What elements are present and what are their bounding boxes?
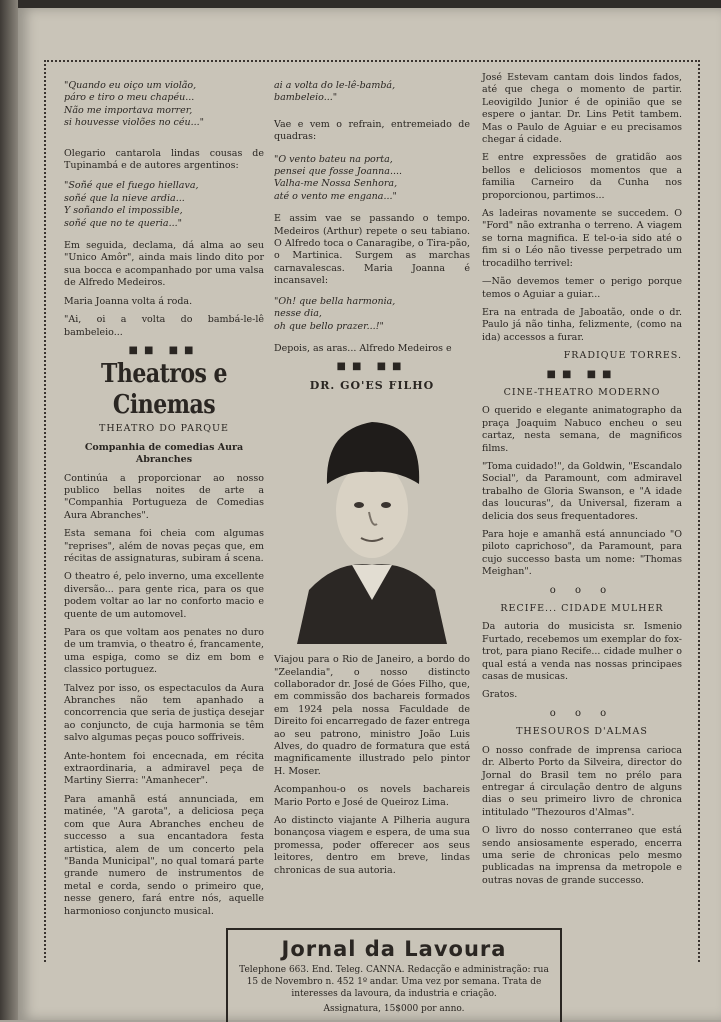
verse-vento	[274, 154, 470, 204]
verse-harmonia	[274, 296, 470, 333]
paragraph: Vae e vem o refrain, entremeiado de quadras:	[274, 118, 470, 143]
paragraph: Talvez por isso, os espectaculos da Aura Abranches não tem apanhado a concorrencia que seria de justiça desejar ao conjuncto, de cuja harmonia se têm salvo algumas peças pouco soffriveis.	[64, 682, 264, 744]
paragraph: Ante-hontem foi encecnada, em récita extraordinaria, a admiravel peça de Martiny Sierra: "Amanhecer".	[64, 750, 264, 787]
column-middle	[274, 80, 470, 883]
verse-line: "Soñé que el fuego hiellava,	[64, 180, 199, 192]
paragraph: O livro do nosso conterraneo que está sendo ansiosamente esperado, encerra uma serie de chronicas pelo mesmo publicadas na imprensa da metropole e outras novas de grande successo.	[482, 825, 682, 886]
verse-line: páro e tiro o meu chapéu...	[64, 92, 195, 104]
paragraph: E assim vae se passando o tempo. Medeiros (Arthur) repete o seu tabiano. O Alfredo toca o Canaragibe, o Tira-pão, o Martinica. Surgem as marchas carnavalescas. Maria Joanna é incansavel:	[274, 213, 470, 287]
paragraph: O theatro é, pelo inverno, uma excellente diversão... para gente rica, para os que podem voltar ao lar no conforto macio e quente de um automovel.	[64, 571, 264, 620]
verse-bambeleio	[274, 80, 470, 105]
ad-body: Telephone 663. End. Teleg. CANNA. Redacção e administração: rua 15 de Novembro n. 452 1º andar. Uma vez por semana. Trata de interesses da lavoura, da industria e criação.	[239, 965, 549, 999]
section-headline-theatros: Theatros e Cinemas	[100, 358, 228, 421]
ad-title: Jornal da Lavoura	[281, 937, 507, 961]
verse-line: Y soñando el impossible,	[64, 205, 183, 217]
verse-line: Não me importava morrer,	[64, 104, 193, 116]
paragraph: Continúa a proporcionar ao nosso publico bellas noites de arte a "Companhia Portugueza de Comedias Aura Abranches".	[64, 472, 264, 521]
paragraph: José Estevam cantam dois lindos fados, até que chega o momento de partir. Leovigildo Junior é de opinião que se espere o jantar. Dr. Lins Petit tambem. Mas o Paulo de Aguiar e eu precisamos chegar á cidade.	[482, 72, 682, 146]
verse-line: oh que bello prazer...!"	[274, 320, 384, 332]
paragraph: Para hoje e amanhã está annunciado "O piloto caprichoso", da Paramount, para cujo successo basta um nome: "Thomas Meighan".	[482, 529, 682, 578]
ornament-circles: o o o	[549, 707, 615, 719]
paragraph: "Toma cuidado!", da Goldwin, "Escandalo Social", da Paramount, com admiravel trabalho de Gloria Swanson, e "A idade das loucuras", da Universal, fizeram a delicia dos seus frequentadores.	[482, 460, 682, 522]
paragraph: E entre expressões de gratidão aos bellos e deliciosos momentos que a familia Carneiro da Cunha nos proporcionou, partimos...	[482, 152, 682, 201]
verse-line: "Oh! que bella harmonia,	[274, 295, 396, 307]
paragraph: "Ai, oi a volta do bambá-le-lê bambeleio...	[64, 314, 264, 338]
portrait-photo	[297, 400, 447, 644]
book-spine	[0, 0, 18, 1020]
subheading-recife: RECIFE... CIDADE MULHER	[500, 603, 664, 615]
signature: FRADIQUE TORRES.	[563, 350, 682, 362]
paragraph: Gratos.	[482, 689, 518, 701]
paragraph: Olegario cantarola lindas cousas de Tupinambá e de autores argentinos:	[64, 147, 264, 172]
verse-line: Valha-me Nossa Senhora,	[274, 178, 398, 190]
paragraph: Para os que voltam aos penates no duro de um tramvia, o theatro é, francamente, uma espiga, como se diz em bom e classico portuguez.	[64, 627, 264, 676]
ornament-circles: o o o	[549, 584, 615, 596]
paragraph: O nosso confrade de imprensa carioca dr. Alberto Porto da Silveira, director do Jornal do Brasil tem no prélo para entregar á circulação dentro de alguns dias o seu primeiro livro de chronica intitulado "Thezouros d'Almas".	[482, 744, 682, 818]
paragraph: Depois, as aras... Alfredo Medeiros e	[274, 342, 452, 354]
subheading-theatro-parque: THEATRO DO PARQUE	[99, 423, 229, 435]
paragraph: As ladeiras novamente se succedem. O "Ford" não extranha o terreno. A viagem se torna magnifica. E tel-o-ia sido até o fim si o Léo não tivesse perpetrado um trocadilho terrivel:	[482, 208, 682, 269]
verse-line: "O vento bateu na porta,	[274, 153, 393, 165]
verse-violao	[64, 80, 264, 130]
ornament-squares: ■■ ■■	[128, 344, 200, 356]
verse-line: soñé que la nieve ardia...	[64, 192, 185, 204]
verse-line: soñé que no te queria..."	[64, 217, 183, 229]
paragraph: Era na entrada de Jaboatão, onde o dr. Paulo já não tinha, felizmente, (como na ida) accessos a furar.	[482, 306, 682, 343]
verse-line: ai a volta do le-lê-bambá,	[274, 80, 396, 91]
subheading-cine-theatro: CINE-THEATRO MODERNO	[503, 386, 661, 398]
ornament-squares: ■■ ■■	[336, 361, 408, 373]
paragraph: O querido e elegante animatographo da praça Joaquim Nabuco encheu o seu cartaz, nesta semana, de magnificos films.	[482, 405, 682, 454]
column-right	[482, 72, 682, 893]
column-left	[64, 80, 264, 924]
paragraph: Em seguida, declama, dá alma ao seu "Unico Amôr", ainda mais lindo dito por sua bocca e acompanhado por uma valsa de Alfredo Medeiros.	[64, 240, 264, 289]
ad-footer: Assignatura, 15$000 por anno.	[323, 1004, 465, 1014]
subheading-thesouros: THESOUROS D'ALMAS	[516, 726, 648, 738]
verse-line: si houvesse violões no céu..."	[64, 117, 205, 129]
verse-line: bambeleio..."	[274, 92, 338, 104]
verse-spanish	[64, 180, 264, 230]
paragraph: Ao distincto viajante A Pilheria augura bonançosa viagem e espera, de uma sua promessa, poder offerecer aos seus leitores, dentro em breve, lindas chronicas de sua autoria.	[274, 815, 470, 876]
top-edge	[0, 0, 721, 8]
paragraph: Acompanhou-o os novels bachareis Mario Porto e José de Queiroz Lima.	[274, 784, 470, 808]
portrait-title: DR. GO'ES FILHO	[309, 378, 435, 392]
paragraph: Da autoria do musicista sr. Ismenio Furtado, recebemos um exemplar do fox-trot, para piano Recife... cidade mulher o qual está a venda nas nossas principaes casas de musicas.	[482, 621, 682, 683]
paragraph: —Não devemos temer o perigo porque temos o Aguiar a guiar...	[482, 276, 682, 300]
verse-line: "Quando eu oiço um violão,	[64, 80, 197, 91]
verse-line: pensei que fosse Joanna....	[274, 166, 403, 178]
subheading-company: Companhia de comedias Aura Abranches	[84, 441, 244, 466]
paragraph: Para amanhã está annunciada, em matinée, "A garota", a deliciosa peça com que Aura Abranches encheu de successo a sua encantadora festa artistica, alem de um concerto pela "Banda Municipal", no qual tomará parte grande numero de instrumentos de metal e corda, sendo o primeiro que, nesse genero, fará entre nós, aquelle harmonioso conjuncto musical.	[64, 793, 264, 917]
ornament-squares: ■■ ■■	[546, 368, 618, 380]
paragraph: Esta semana foi cheia com algumas "reprises", além de novas peças que, em récitas de assignaturas, subiram á scena.	[64, 528, 264, 564]
paragraph: Viajou para o Rio de Janeiro, a bordo do "Zeelandia", o nosso distincto collaborador dr. José de Góes Filho, que, em commissão dos bachareis formados em 1924 pela nossa Faculdade de Direito foi encarregado de fazer entrega ao seu patrono, ministro João Luis Alves, do quadro de formatura que está magnificamente illustrado pelo pintor H. Moser.	[274, 654, 470, 777]
advertisement-box	[226, 928, 562, 1022]
verse-line: até o vento me engana..."	[274, 190, 397, 202]
paragraph: Maria Joanna volta á roda.	[64, 295, 193, 307]
verse-line: nesse dia,	[274, 308, 322, 320]
